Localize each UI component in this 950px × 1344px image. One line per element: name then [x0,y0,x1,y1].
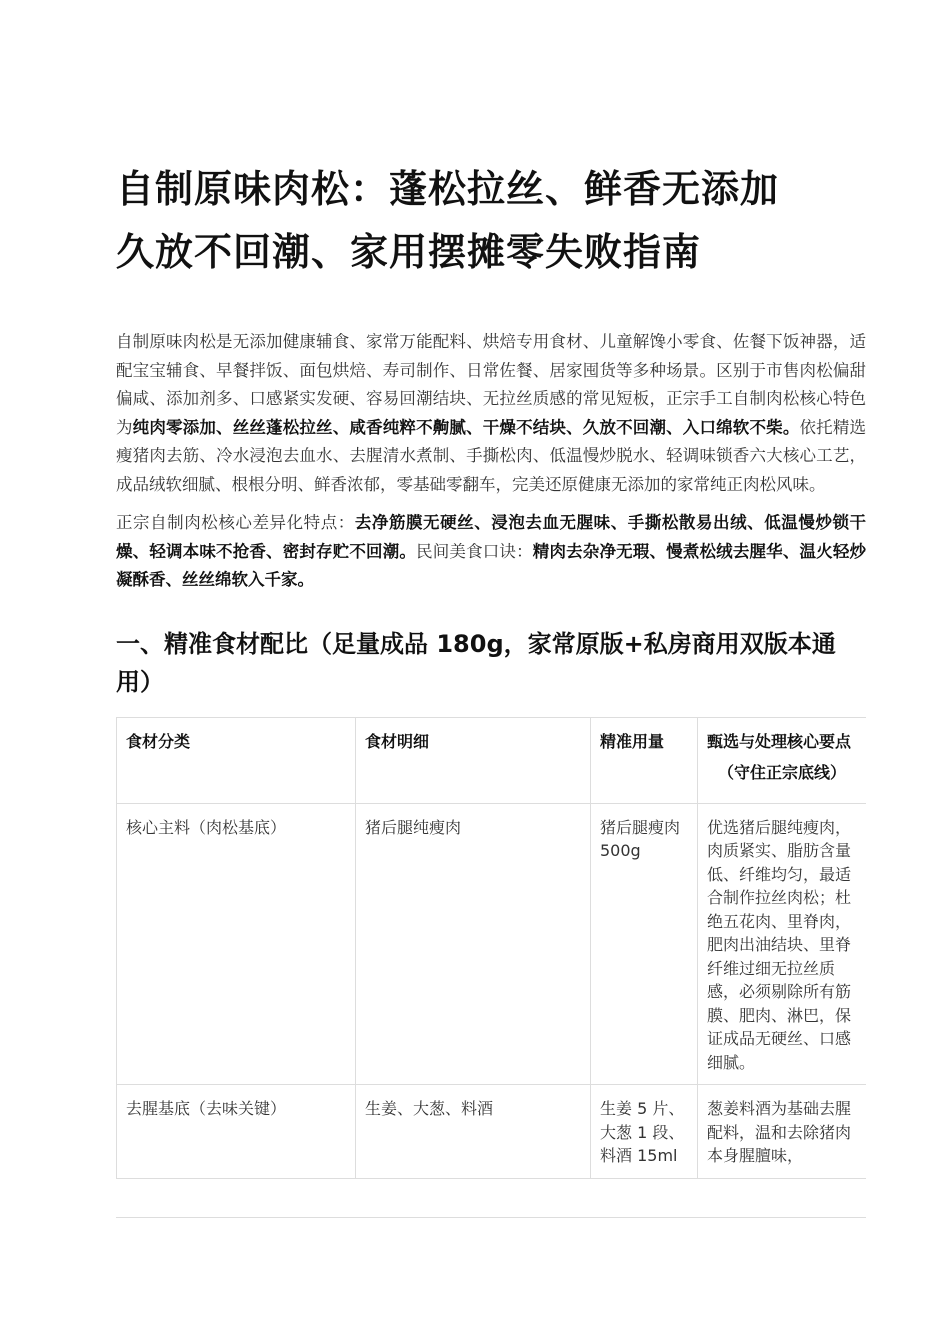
cell-amount: 猪后腿瘦肉 500g [591,803,698,1085]
cell-category: 核心主料（肉松基底） [117,803,356,1085]
header-notes-main: 甄选与处理核心要点 [707,731,852,751]
cell-detail: 生姜、大葱、料酒 [356,1085,591,1179]
ingredient-table [116,717,866,1179]
intro-paragraph-2 [116,509,866,595]
intro-section [116,328,866,595]
intro-p1-text-a: 自制原味肉松是无添加健康辅食、家常万能配料、烘焙专用食材、儿童解馋小零食、佐餐下饭神器，适配宝宝辅食、早餐拌饭、面包烘焙、寿司制作、日常佐餐、居家囤货等多种场景。区别于市售肉松偏甜偏咸、添加剂多、口感紧实发硬、容易回潮结块、无拉丝质感的常见短板，正宗手工自制肉松核心特色为 [116,332,866,437]
intro-paragraph-1 [116,328,866,499]
table-row [117,803,867,1085]
intro-p2-text-a: 正宗自制肉松核心差异化特点： [116,513,355,532]
intro-p2-bold-2: 精肉去杂净无瑕、慢煮松绒去腥华、温火轻炒凝酥香、丝丝绵软入千家。 [116,541,867,589]
intro-p2-bold-1: 去净筋膜无硬丝、浸泡去血无腥味、手撕松散易出绒、低温慢炒锁干燥、轻调本味不抢香、密封存贮不回潮。 [116,513,867,561]
header-notes-sub: （守住正宗底线） [717,763,846,782]
intro-p2-text-c: 民间美食口诀： [416,541,533,561]
title-line-1: 自制原味肉松：蓬松拉丝、鲜香无添加 [116,167,780,211]
header-category: 食材分类 [117,717,356,803]
intro-p1-bold: 纯肉零添加、丝丝蓬松拉丝、咸香纯粹不齁腻、干燥不结块、久放不回潮、入口绵软不柴。 [132,417,800,437]
cell-amount: 生姜 5 片、大葱 1 段、料酒 15ml [591,1085,698,1179]
cell-detail: 猪后腿纯瘦肉 [356,803,591,1085]
section-heading-ingredients: 一、精准食材配比（足量成品 180g，家常原版+私房商用双版本通用） [116,629,836,696]
cell-category: 去腥基底（去味关键） [117,1085,356,1179]
cell-notes: 葱姜料酒为基础去腥配料，温和去除猪肉本身腥膻味， [698,1085,867,1179]
cell-notes: 优选猪后腿纯瘦肉，肉质紧实、脂肪含量低、纤维均匀，最适合制作拉丝肉松；杜绝五花肉、里脊肉，肥肉出油结块、里脊纤维过细无拉丝质感，必须剔除所有筋膜、肥肉、淋巴，保证成品无硬丝、口感细腻。 [698,803,867,1085]
title-line-2: 久放不回潮、家用摆摊零失败指南 [116,230,702,274]
intro-p1-text-c: 依托精选瘦猪肉去筋、冷水浸泡去血水、去腥清水煮制、手撕松肉、低温慢炒脱水、轻调味锁香六大核心工艺，成品绒软细腻、根根分明、鲜香浓郁，零基础零翻车，完美还原健康无添加的家常纯正肉松风味。 [116,417,867,494]
header-notes [698,717,867,803]
header-amount: 精准用量 [591,717,698,803]
document-title [116,158,866,284]
table-row [117,1085,867,1179]
ingredient-table-wrapper [116,717,866,1218]
table-header-row [117,717,867,803]
document-page [116,158,866,1218]
header-detail: 食材明细 [356,717,591,803]
